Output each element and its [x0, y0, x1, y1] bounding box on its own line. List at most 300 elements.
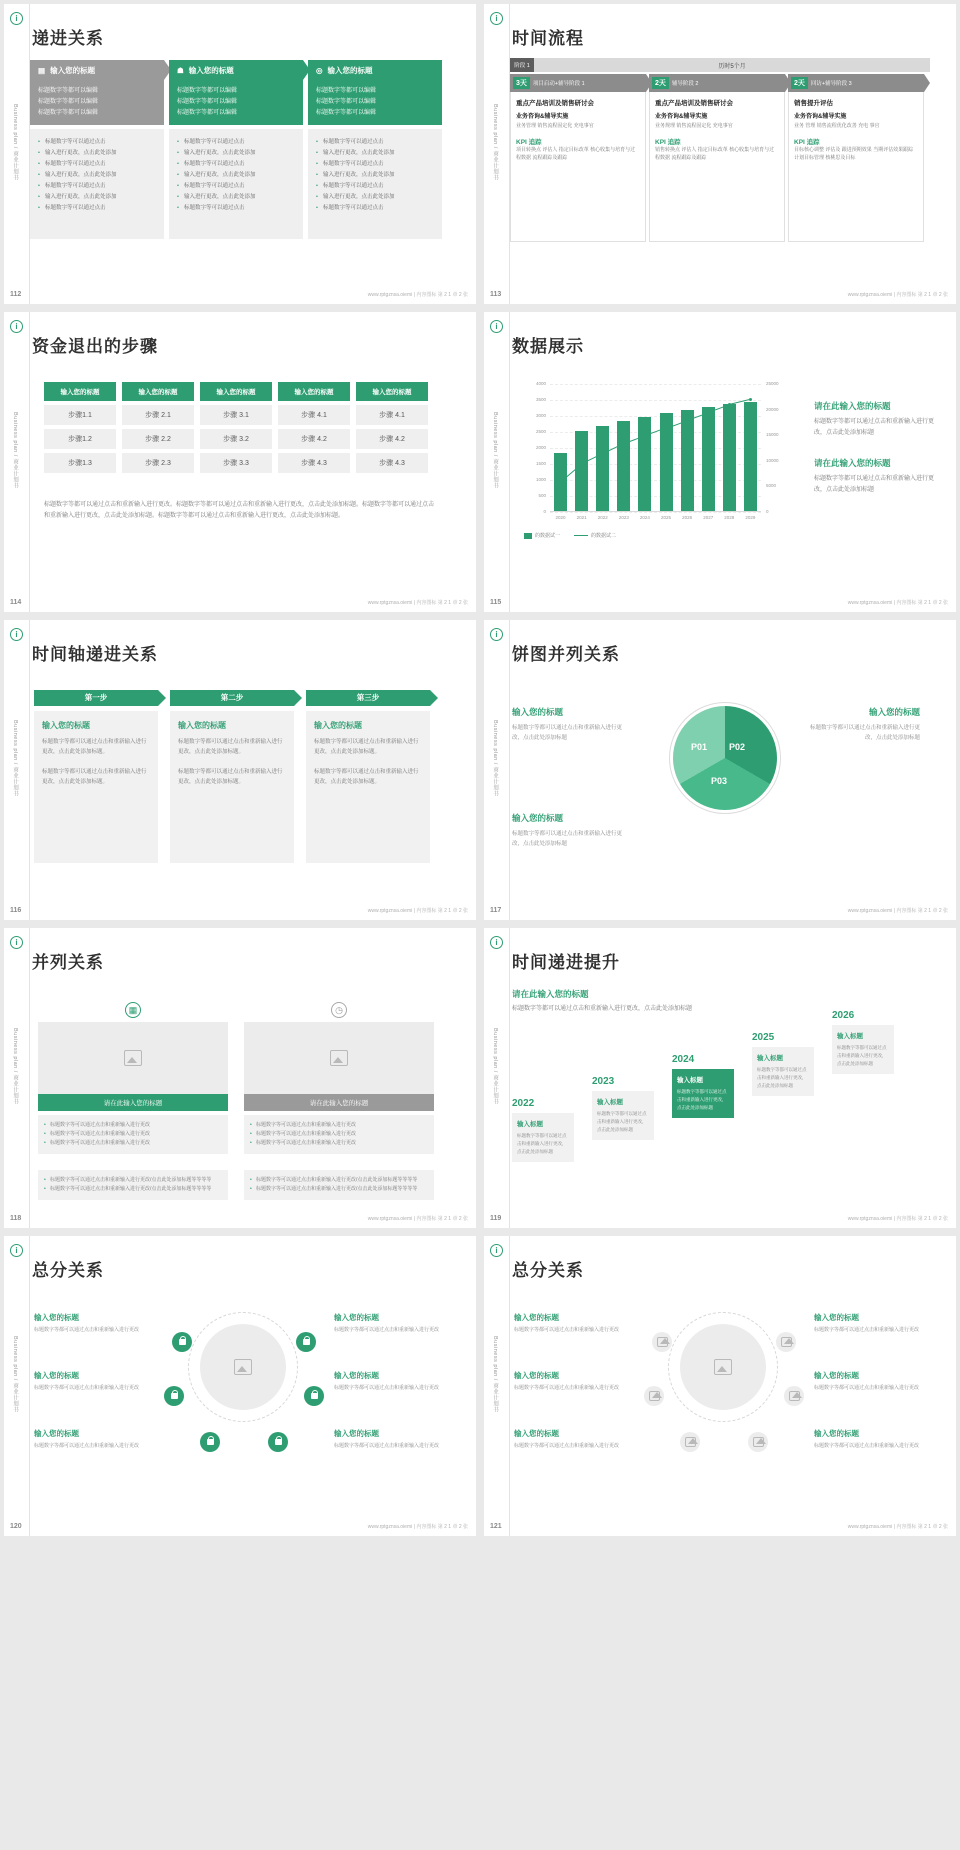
- step-paragraph: 标题数字等都可以通过点击和重新输入进行更改，点击此处添加标题。: [178, 769, 283, 785]
- page-number: 115: [490, 599, 502, 606]
- phase-label: 项目启动+辅导阶段 1: [532, 81, 585, 87]
- list-item: • 标题数字等可以通过点击: [38, 181, 156, 192]
- y-tick-left: 2500: [535, 429, 546, 434]
- list-item: • 标题数字等可以通过点击: [38, 137, 156, 148]
- year-block-2024[interactable]: [672, 1054, 734, 1118]
- block-paragraph: 标题数字等都可以通过点击和重新输入进行更改，点击此处添加标题: [512, 725, 623, 741]
- kpi-detail: 项目转换点 评估人 指定目标改革 核心收集与培育与过程数据 流程跟踪及跟踪: [516, 146, 636, 161]
- sub-line: 标题数字等都可以编辑: [316, 110, 377, 116]
- phase-card: [788, 92, 924, 242]
- step-header[interactable]: 第二步: [170, 690, 294, 706]
- column-header[interactable]: [169, 60, 303, 80]
- picture-icon: [234, 1359, 252, 1375]
- pie-chart[interactable]: [669, 702, 781, 814]
- list-item: • 输入进行更改，点击此处添加: [316, 192, 434, 203]
- chart-legend: [524, 532, 616, 539]
- block-paragraph: 标题数字等都可以通过点击和重新输入进行更改: [34, 1385, 140, 1391]
- phase-1[interactable]: [510, 74, 646, 242]
- list-item: • 标题数字等可以通过点击: [316, 203, 434, 214]
- info-icon: i: [490, 628, 503, 641]
- slide-121[interactable]: [484, 1236, 956, 1536]
- spoke-node[interactable]: [776, 1332, 796, 1352]
- slide-rail: [484, 312, 510, 612]
- x-tick: 2026: [682, 515, 693, 520]
- slide-113[interactable]: [484, 4, 956, 304]
- list-item: • 标题数字等可以通过点击和重新输入进行更改: [44, 1121, 222, 1130]
- step-cell: 步骤 4.2: [356, 429, 428, 449]
- year-card: [752, 1047, 814, 1096]
- spoke-node[interactable]: [680, 1432, 700, 1452]
- pie-label-p03: P03: [711, 776, 728, 786]
- spoke-text-1: [34, 1312, 139, 1335]
- step-card-2[interactable]: [170, 690, 294, 863]
- bar: [596, 426, 609, 511]
- picture-icon: [789, 1391, 800, 1401]
- phase-detail: 业务规理 销售流程固定化 充电事官: [655, 123, 733, 129]
- bar: [681, 410, 694, 511]
- info-icon: i: [490, 12, 503, 25]
- slide-119[interactable]: [484, 928, 956, 1228]
- column-list: [30, 129, 164, 239]
- block-heading: 输入您的标题: [814, 1429, 859, 1438]
- list-item: • 标题数字等可以通过点击: [316, 159, 434, 170]
- x-tick: 2023: [618, 515, 629, 520]
- spoke-node[interactable]: [200, 1432, 220, 1452]
- list-item: • 输入进行更改，点击此处添加: [316, 148, 434, 159]
- column-header[interactable]: 输入您的标题: [44, 382, 116, 401]
- phase-days: 2天: [652, 77, 669, 89]
- slide-rail: [484, 1236, 510, 1536]
- list-item: • 输入进行更改，点击此处添加: [38, 192, 156, 203]
- pie-label-p01: P01: [691, 742, 708, 752]
- spoke-node[interactable]: [652, 1332, 672, 1352]
- step-cards: [34, 690, 430, 863]
- phase-label: 辅导阶段 2: [671, 81, 699, 87]
- hub-center[interactable]: [200, 1324, 286, 1410]
- steps-column: [200, 382, 272, 473]
- y-tick-right: 5000: [766, 483, 777, 489]
- sub-line: 标题数字等都可以编辑: [38, 110, 99, 116]
- year-paragraph: 标题数字等都可以通过点击和重新输入进行更改，点击此处添加标题: [677, 1089, 727, 1110]
- page-title: 数据展示: [512, 337, 584, 356]
- picture-icon: [657, 1337, 668, 1347]
- spoke-node[interactable]: [172, 1332, 192, 1352]
- info-icon: i: [10, 1244, 23, 1257]
- year-label: 2024: [672, 1054, 695, 1065]
- image-placeholder[interactable]: [244, 1022, 434, 1094]
- step-cell: 步骤 3.1: [200, 405, 272, 425]
- chart-side-text: [814, 400, 936, 514]
- column-list: [169, 129, 303, 239]
- gridline: [550, 512, 761, 513]
- year-card: [592, 1091, 654, 1140]
- block-heading: 输入您的标题: [814, 1371, 859, 1380]
- step-paragraph: 标题数字等都可以通过点击和重新输入进行更改，点击此处添加标题。: [178, 739, 283, 755]
- page-title: 时间流程: [512, 29, 584, 48]
- page-number: 120: [10, 1523, 22, 1530]
- pie-body: [673, 706, 777, 810]
- block-paragraph: 标题数字等都可以通过点击和重新输入进行更改，点击此处添加标题: [512, 831, 623, 847]
- year-heading: 输入标题: [677, 1077, 703, 1084]
- column-header[interactable]: 输入您的标题: [278, 382, 350, 401]
- slide-rail: [4, 620, 30, 920]
- kpi-heading: KPI 追踪: [655, 138, 681, 146]
- block-heading: 输入您的标题: [334, 1429, 379, 1438]
- pie-text-right: [804, 706, 920, 743]
- x-tick: 2029: [745, 515, 756, 520]
- year-card-active: [672, 1069, 734, 1118]
- column-1[interactable]: [30, 60, 164, 255]
- spoke-node[interactable]: [748, 1432, 768, 1452]
- phase-3[interactable]: [788, 74, 924, 242]
- slide-rail: [4, 312, 30, 612]
- year-heading: 输入标题: [517, 1121, 543, 1128]
- year-label: 2026: [832, 1010, 855, 1021]
- intro-block: [512, 988, 742, 1014]
- slide-116[interactable]: [4, 620, 476, 920]
- steps-column: [356, 382, 428, 473]
- page-title: 并列关系: [32, 953, 104, 972]
- lock-icon: [171, 1393, 178, 1399]
- block-paragraph: 标题数字等都可以通过点击和重新输入进行更改: [814, 1443, 920, 1449]
- slide-112[interactable]: [4, 4, 476, 304]
- column-header-label: 输入您的标题: [327, 65, 373, 75]
- block-heading: 输入您的标题: [34, 1313, 79, 1322]
- bar: [638, 417, 651, 511]
- card-list: [38, 1115, 228, 1154]
- column-list: [308, 129, 442, 239]
- column-header-label: 输入您的标题: [188, 65, 234, 75]
- parallel-card-2[interactable]: [244, 1000, 434, 1216]
- year-label: 2023: [592, 1076, 615, 1087]
- slide-rail: [484, 620, 510, 920]
- block-heading: 输入您的标题: [514, 1371, 559, 1380]
- y-tick-left: 1000: [535, 477, 546, 482]
- kpi-detail: 目标核心调整 评估及 跟进预期效果 当期评估效果跟踪计划目标管理 核桃思及目标: [794, 146, 914, 161]
- step-paragraph: 标题数字等都可以通过点击和重新输入进行更改，点击此处添加标题。: [314, 769, 419, 785]
- page-title: 总分关系: [512, 1261, 584, 1280]
- page-title: 资金退出的步骤: [32, 337, 158, 356]
- list-item: • 标题数字等可以通过点击: [177, 159, 295, 170]
- page-number: 113: [490, 291, 502, 298]
- step-subtitle: 输入您的标题: [314, 721, 362, 730]
- picture-icon: [753, 1437, 764, 1447]
- block-heading: 输入您的标题: [868, 707, 920, 717]
- step-subtitle: 输入您的标题: [42, 721, 90, 730]
- spoke-node[interactable]: [296, 1332, 316, 1352]
- info-icon: i: [10, 936, 23, 949]
- rail-label: Business plan / 商业计划书: [12, 104, 18, 181]
- info-icon: i: [10, 320, 23, 333]
- x-tick: 2021: [576, 515, 587, 520]
- slide-rail: [484, 928, 510, 1228]
- step-cell: 步骤1.3: [44, 453, 116, 473]
- footer-text: www.rptgznsa.oiemi | 内容图标 第 2 1 章 2 张: [847, 908, 948, 914]
- step-body: [34, 711, 158, 863]
- step-paragraph: 标题数字等都可以通过点击和重新输入进行更改，点击此处添加标题。: [42, 769, 147, 785]
- phase-subheading: 业务咨询&辅导实施: [516, 114, 569, 120]
- y-tick-left: 1500: [535, 461, 546, 466]
- pie-text-left: [512, 706, 628, 743]
- slide-118[interactable]: [4, 928, 476, 1228]
- year-block-2025[interactable]: [752, 1032, 814, 1096]
- duration-label: 历时5个月: [534, 58, 930, 72]
- y-tick-left: 3500: [535, 397, 546, 402]
- block-paragraph: 标题数字等都可以通过点击和重新输入进行更改: [814, 1327, 920, 1333]
- kpi-heading: KPI 追踪: [516, 138, 542, 146]
- page-title: 总分关系: [32, 1261, 104, 1280]
- lock-icon: [207, 1439, 214, 1445]
- year-paragraph: 标题数字等都可以通过点击和重新输入进行更改，点击此处添加标题: [597, 1111, 647, 1132]
- info-icon: i: [10, 628, 23, 641]
- x-tick: 2024: [639, 515, 650, 520]
- kpi-heading: KPI 追踪: [794, 138, 820, 146]
- info-icon: i: [490, 320, 503, 333]
- list-item: • 标题数字等可以通过点击: [38, 159, 156, 170]
- column-3[interactable]: [308, 60, 442, 255]
- steps-table: [44, 382, 428, 473]
- spoke-text-3: [34, 1428, 139, 1451]
- block-paragraph: 标题数字等都可以通过点击和重新输入进行更改: [814, 1385, 920, 1391]
- page-number: 118: [10, 1215, 22, 1222]
- block-paragraph: 标题数字等都可以通过点击和重新输入进行更改: [514, 1443, 620, 1449]
- year-heading: 输入标题: [837, 1033, 863, 1040]
- step-card-3[interactable]: [306, 690, 430, 863]
- step-cell: 步骤 3.2: [200, 429, 272, 449]
- person-icon: ☗: [177, 65, 184, 75]
- phase-columns: [510, 74, 930, 242]
- column-header[interactable]: 输入您的标题: [122, 382, 194, 401]
- block-heading: 输入您的标题: [814, 1313, 859, 1322]
- sub-line: 标题数字等都可以编辑: [38, 88, 99, 94]
- phase-bar[interactable]: [510, 74, 646, 92]
- spoke-node[interactable]: [784, 1386, 804, 1406]
- phase-detail: 业务 管理 销售流程优化改善 充电 事官: [794, 123, 880, 129]
- list-item: • 标题数字等可以通过点击和重新输入进行更改: [44, 1139, 222, 1148]
- x-axis-labels: [550, 515, 761, 520]
- list-item: • 标题数字等可以通过点击: [177, 137, 295, 148]
- step-body: [170, 711, 294, 863]
- y-tick-right: 25000: [766, 381, 779, 386]
- step-cell: 步骤 4.3: [356, 453, 428, 473]
- footer-text: www.rptgznsa.oiemi | 内容图标 第 2 1 章 2 张: [367, 908, 468, 914]
- sub-line: 标题数字等都可以编辑: [177, 110, 238, 116]
- y-tick-right: 10000: [766, 457, 779, 463]
- page-number: 117: [490, 907, 502, 914]
- block-paragraph: 标题数字等都可以通过点击和重新输入进行更改: [34, 1327, 140, 1333]
- y-tick-left: 2000: [535, 445, 546, 450]
- step-cell: 步骤 2.1: [122, 405, 194, 425]
- spoke-text-4: [814, 1312, 919, 1335]
- card-caption: 请在此输入您的标题: [244, 1094, 434, 1111]
- column-header-label: 输入您的标题: [50, 65, 96, 75]
- x-tick: 2022: [597, 515, 608, 520]
- slide-115[interactable]: [484, 312, 956, 612]
- spoke-node[interactable]: [644, 1386, 664, 1406]
- kpi-detail: 销售转换点 评估人 指定目标改革 核心收集与培育与过程数据 流程跟踪及跟踪: [655, 146, 775, 161]
- footer-text: www.rptgznsa.oiemi | 内容图标 第 2 1 章 2 张: [367, 600, 468, 606]
- sub-line: 标题数字等都可以编辑: [316, 99, 377, 105]
- step-header[interactable]: 第一步: [34, 690, 158, 706]
- step-card-1[interactable]: [34, 690, 158, 863]
- footer-text: www.rptgznsa.oiemi | 内容图标 第 2 1 章 2 张: [847, 292, 948, 298]
- image-placeholder[interactable]: [38, 1022, 228, 1094]
- spoke-text-1: [514, 1312, 619, 1335]
- phase-bar[interactable]: [788, 74, 924, 92]
- year-label: 2025: [752, 1032, 775, 1043]
- bar: [575, 431, 588, 511]
- target-icon: ◎: [316, 65, 323, 75]
- step-header[interactable]: 第三步: [306, 690, 430, 706]
- column-subbox: [30, 80, 164, 125]
- list-item: • 标题数字等可以通过点击: [177, 203, 295, 214]
- page-number: 116: [10, 907, 22, 914]
- phase-label: 回访+辅导阶段 3: [810, 81, 852, 87]
- side-heading: 请在此输入您的标题: [814, 458, 891, 468]
- card-caption: 请在此输入您的标题: [38, 1094, 228, 1111]
- legend-item-line: 的数据试二: [574, 532, 616, 539]
- list-item: • 输入进行更改，点击此处添加: [38, 148, 156, 159]
- block-heading: 输入您的标题: [514, 1313, 559, 1322]
- picture-icon: [714, 1359, 732, 1375]
- spoke-text-2: [514, 1370, 619, 1393]
- slide-120[interactable]: [4, 1236, 476, 1536]
- phase-days: 2天: [791, 77, 808, 89]
- y-tick-left: 500: [538, 493, 546, 498]
- description-paragraph: 标题数字等都可以通过点击和重新输入进行更改。标题数字等都可以通过点击和重新输入进行更改，点击此处添加标题。标题数字等都可以通过点击和重新输入进行更改，点击此处添加标题。标题数字等都可以通过点击和重新输入进行更改，点击此处添加标题。: [44, 502, 435, 519]
- block-heading: 输入您的标题: [512, 707, 564, 717]
- y-axis-left: [524, 381, 548, 514]
- block-paragraph: 标题数字等都可以通过点击和重新输入进行更改: [514, 1327, 620, 1333]
- spoke-text-3: [514, 1428, 619, 1451]
- year-block-2022[interactable]: [512, 1098, 574, 1162]
- list-item: • 输入进行更改，点击此处添加: [177, 170, 295, 181]
- column-header[interactable]: 输入您的标题: [356, 382, 428, 401]
- pie-label-p02: P02: [729, 742, 746, 752]
- step-cell: 步骤1.1: [44, 405, 116, 425]
- list-item: • 标题数字等可以通过点击和重新输入进行更改: [250, 1121, 428, 1130]
- combo-chart: [524, 381, 789, 534]
- side-paragraph: 标题数字等都可以通过点击和重新输入进行更改，点击此处添加标题: [814, 476, 935, 493]
- block-paragraph: 标题数字等都可以通过点击和重新输入进行更改: [334, 1327, 440, 1333]
- step-paragraph: 标题数字等都可以通过点击和重新输入进行更改，点击此处添加标题。: [314, 739, 419, 755]
- y-tick-right: 15000: [766, 432, 779, 438]
- info-icon: i: [490, 1244, 503, 1257]
- slide-rail: [484, 4, 510, 304]
- slide-rail: [4, 4, 30, 304]
- card-list: [244, 1115, 434, 1154]
- page-number: 112: [10, 291, 22, 298]
- block-paragraph: 标题数字等都可以通过点击和重新输入进行更改，点击此处添加标题: [809, 725, 920, 741]
- rail-label: Business plan / 商业计划书: [492, 412, 498, 489]
- x-tick: 2020: [555, 515, 566, 520]
- y-tick-left: 3000: [535, 413, 546, 418]
- step-cell: 步骤 3.3: [200, 453, 272, 473]
- column-header[interactable]: 输入您的标题: [200, 382, 272, 401]
- step-body: [306, 711, 430, 863]
- pie-text-bottom: [512, 812, 628, 849]
- x-tick: 2027: [703, 515, 714, 520]
- gridline: [550, 384, 761, 385]
- side-paragraph: 标题数字等都可以通过点击和重新输入进行更改，点击此处添加标题: [814, 419, 935, 436]
- phase-days: 3天: [513, 77, 530, 89]
- gridline: [550, 400, 761, 401]
- spoke-text-2: [34, 1370, 139, 1393]
- picture-icon: [781, 1337, 792, 1347]
- rail-label: Business plan / 商业计划书: [12, 720, 18, 797]
- phase-2[interactable]: [649, 74, 785, 242]
- column-header[interactable]: [30, 60, 164, 80]
- year-paragraph: 标题数字等都可以通过点击和重新输入进行更改，点击此处添加标题: [517, 1133, 567, 1154]
- rail-label: Business plan / 商业计划书: [12, 1336, 18, 1413]
- card-list-secondary: [244, 1170, 434, 1200]
- column-subbox: [169, 80, 303, 125]
- page-number: 119: [490, 1215, 502, 1222]
- page-title: 递进关系: [32, 29, 104, 48]
- steps-column: [122, 382, 194, 473]
- spoke-node[interactable]: [164, 1386, 184, 1406]
- intro-heading: 请在此输入您的标题: [512, 989, 589, 999]
- list-item: • 标题数字等可以通过点击: [38, 203, 156, 214]
- column-subbox: [308, 80, 442, 125]
- phase-heading: 重点产品培训及销售研讨会: [655, 100, 733, 107]
- block-paragraph: 标题数字等都可以通过点击和重新输入进行更改: [514, 1385, 620, 1391]
- hub-center[interactable]: [680, 1324, 766, 1410]
- lock-icon: [303, 1339, 310, 1345]
- spoke-node[interactable]: [304, 1386, 324, 1406]
- step-cell: 步骤 2.3: [122, 453, 194, 473]
- picture-icon: [330, 1050, 348, 1066]
- year-block-2023[interactable]: [592, 1076, 654, 1140]
- year-block-2026[interactable]: [832, 1010, 894, 1074]
- page-title: 时间轴递进关系: [32, 645, 158, 664]
- parallel-card-1[interactable]: [38, 1000, 228, 1216]
- lock-icon: [179, 1339, 186, 1345]
- block-paragraph: 标题数字等都可以通过点击和重新输入进行更改: [334, 1385, 440, 1391]
- y-tick-right: 0: [766, 509, 769, 514]
- page-title: 时间递进提升: [512, 953, 620, 972]
- rail-label: Business plan / 商业计划书: [492, 720, 498, 797]
- duration-bar: [510, 58, 930, 72]
- picture-icon: [685, 1437, 696, 1447]
- bar: [702, 407, 715, 511]
- block-heading: 输入您的标题: [334, 1371, 379, 1380]
- x-tick: 2028: [724, 515, 735, 520]
- column-header[interactable]: [308, 60, 442, 80]
- y-tick-left: 0: [543, 509, 546, 514]
- footer-text: www.rptgznsa.oiemi | 内容图标 第 2 1 章 2 张: [367, 292, 468, 298]
- list-item: • 标题数字等可以通过点击和重新输入进行更改/点击此处添加标题等等等等: [250, 1176, 428, 1185]
- slide-114[interactable]: [4, 312, 476, 612]
- column-2[interactable]: [169, 60, 303, 255]
- year-paragraph: 标题数字等都可以通过点击和重新输入进行更改，点击此处添加标题: [837, 1045, 887, 1066]
- chart-icon: ▦: [38, 1000, 228, 1018]
- clock-icon: ◷: [244, 1000, 434, 1018]
- year-paragraph: 标题数字等都可以通过点击和重新输入进行更改，点击此处添加标题: [757, 1067, 807, 1088]
- list-item: • 输入进行更改，点击此处添加: [38, 170, 156, 181]
- rail-label: Business plan / 商业计划书: [12, 1028, 18, 1105]
- block-heading: 输入您的标题: [34, 1429, 79, 1438]
- phase-bar[interactable]: [649, 74, 785, 92]
- slide-117[interactable]: [484, 620, 956, 920]
- rail-label: Business plan / 商业计划书: [492, 1336, 498, 1413]
- step-cell: 步骤1.2: [44, 429, 116, 449]
- spoke-node[interactable]: [268, 1432, 288, 1452]
- bar: [744, 402, 757, 511]
- page-title: 饼图并列关系: [512, 645, 620, 664]
- plot-area: [550, 384, 761, 512]
- phase-card: [510, 92, 646, 242]
